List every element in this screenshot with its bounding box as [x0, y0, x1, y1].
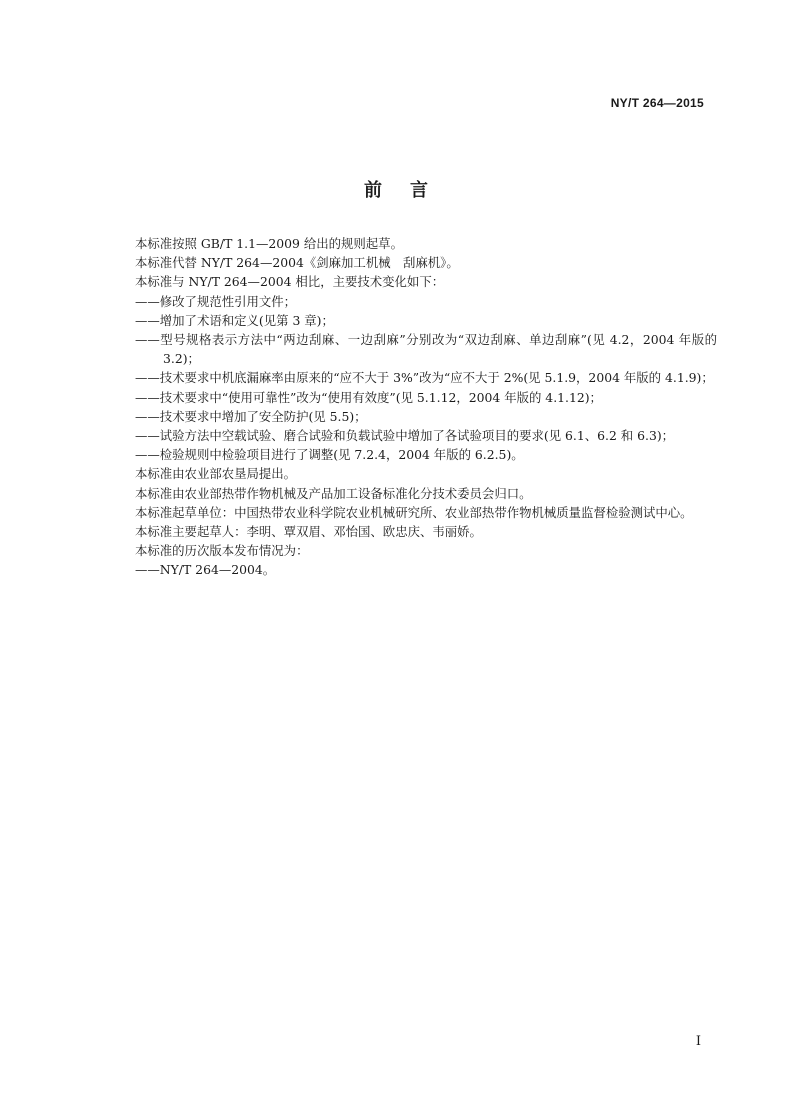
page-title: 前言	[364, 180, 456, 201]
paragraph-changes-intro: 本标准与 NY/T 264—2004 相比，主要技术变化如下：	[135, 274, 445, 290]
paragraph-history-intro: 本标准的历次版本发布情况为：	[135, 543, 309, 559]
list-item: ——型号规格表示方法中“两边刮麻、一边刮麻”分别改为“双边刮麻、单边刮麻”(见 4.2，2004 年版的 3.2)；	[135, 332, 717, 367]
paragraph-drafters: 本标准主要起草人：李明、覃双眉、邓怡国、欧忠庆、韦丽娇。	[135, 524, 482, 540]
paragraph-committee: 本标准由农业部热带作物机械及产品加工设备标准化分技术委员会归口。	[135, 485, 532, 501]
list-item: ——技术要求中机底漏麻率由原来的“应不大于 3%”改为“应不大于 2%(见 5.1.9，2004 年版的 4.1.9)；	[135, 370, 714, 386]
paragraph-drafting-rules: 本标准按照 GB/T 1.1—2009 给出的规则起草。	[135, 236, 403, 251]
foreword-body	[107, 234, 717, 580]
standard-code: NY/T 264—2015	[610, 96, 704, 110]
page-number: I	[695, 1034, 701, 1049]
paragraph-replaces: 本标准代替 NY/T 264—2004《剑麻加工机械 刮麻机》。	[135, 255, 459, 271]
list-item: ——检验规则中检验项目进行了调整(见 7.2.4，2004 年版的 6.2.5)。	[135, 447, 524, 463]
list-item: ——增加了术语和定义(见第 3 章)；	[135, 312, 334, 328]
list-item: ——试验方法中空载试验、磨合试验和负载试验中增加了各试验项目的要求(见 6.1、6.2 和 6.3)；	[135, 428, 675, 444]
list-item: ——技术要求中“使用可靠性”改为“使用有效度”(见 5.1.12，2004 年版的 4.1.12)；	[135, 389, 602, 405]
paragraph-drafting-units: 本标准起草单位：中国热带农业科学院农业机械研究所、农业部热带作物机械质量监督检验测试中心。	[135, 504, 693, 520]
list-item: ——NY/T 264—2004。	[135, 562, 276, 578]
paragraph-proposer: 本标准由农业部农垦局提出。	[135, 466, 297, 482]
list-item: ——技术要求中增加了安全防护(见 5.5)；	[135, 408, 367, 424]
list-item: ——修改了规范性引用文件；	[135, 293, 297, 309]
